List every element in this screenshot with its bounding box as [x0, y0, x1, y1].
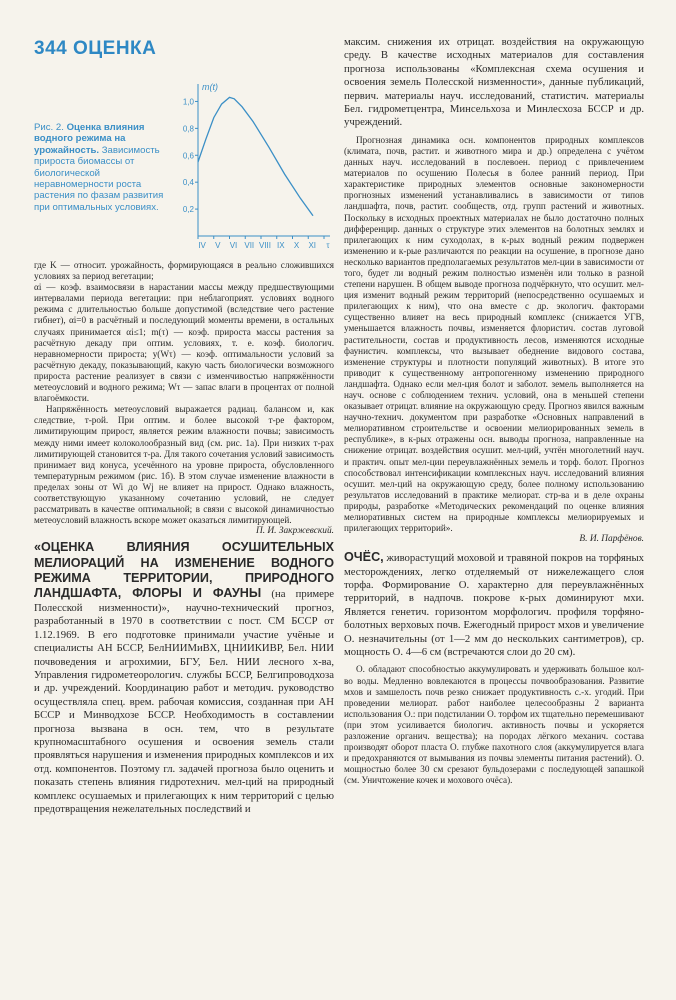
x-tick-label: X — [293, 241, 300, 250]
x-tick-label: VI — [229, 241, 238, 250]
y-axis-label: m(t) — [202, 82, 218, 92]
figure-2 — [34, 78, 334, 254]
running-title: ОЦЕНКА — [72, 38, 157, 59]
x-tick-label: XI — [308, 241, 317, 250]
x-tick-label: IX — [276, 241, 285, 250]
article-heading: «ОЦЕНКА ВЛИЯНИЯ ОСУШИТЕЛЬНЫХ МЕЛИОРАЦИЙ НА ИЗМЕНЕНИЕ ВОДНОГО РЕЖИМА ТЕРРИТОРИИ, ПРИРОДНОГО ЛАНДШАФТА, ФЛОРЫ И ФАУНЫ — [34, 540, 334, 601]
ochyos-body: живорастущий моховой и травяной покров на торфяных месторождениях, легко отделяемый от нижележащего слоя торфа. Формирование О. характерно для переувлажнённых территорий, в надпочв. покрове к-рых доминируют мхи. Является генетич. горизонтом морфологич. профиля торфяно-болотных верховых почв. Ежегодный прирост мхов и увеличение О. незначительны (от 1—2 мм до нескольких сантиметров), ср. мощность О. 4—6 см (встречаются слои до 20 см). — [344, 552, 644, 659]
page-header — [34, 38, 156, 60]
x-tick-label: VII — [244, 241, 255, 250]
y-tick-label: 0,8 — [182, 124, 194, 134]
left-paragraph-3: Напряжённость метеоусловий выражается радиац. балансом и, как следствие, т-рой. При оптим. и более высокой т-ре фактором, лимитирующим прирост, является режим влажности почвы; зависимость между ними имеет колоколообразный вид (см. рис. 1а). При низких т-рах лимитирующей становится т-ра. Для такого сочетания условий зависимость принимает вид конуса, усечённого на уровне прироста, обусловленного температурным режимом (рис. 1б). В этом случае изменение влажности в пределах зоны от Wi до Wj не влияет на прирост. Однако влажность, соответствующую указанному сочетанию условий, не следует рассматривать в качестве оптимальной; в связи с высокой динамичностью метеоусловий влажность вскоре может оказаться лимитирующей. — [34, 404, 334, 526]
caption-title: Оценка влияния водного режима на урожайность. — [34, 122, 145, 156]
ochyos-details: О. обладают способностью аккумулировать и удерживать большое кол-во воды. Медленно вовлекаются в процессы почвообразования. Развитие мхов и замшелость почв резко снижает продуктивность с.-х. угодий. При проведении мелиорат. работ наиболее целесообразны 2 варианта использования О.: при подстилании О. торфом их тщательно перемешивают (при этом усиливается биологич. активность почвы и ускоряется разложение органич. вещества); на породах лёгкого механич. состава производят оборот пласта О. глубже пахотного слоя (аккумулируется влага и предохраняются от вымывания из почвы элементы питания растений). О. мощностью более 30 см срезают бульдозерами с последующей запашкой (см. Уничтожение кочек и мохового очёса). — [344, 664, 644, 786]
left-column — [34, 78, 334, 816]
x-tick-label: VIII — [258, 241, 272, 250]
y-tick-label: 0,6 — [182, 151, 194, 161]
growth-chart — [172, 78, 334, 256]
caption-label: Рис. 2. — [34, 122, 64, 133]
left-paragraph-1: где K — относит. урожайность, формирующаяся в реально сложившихся условиях за период вегетации; — [34, 260, 334, 282]
right-signature: В. И. Парфёнов. — [579, 534, 644, 545]
ochyos-term: ОЧЁС, — [344, 550, 384, 565]
y-tick-label: 0,2 — [182, 205, 194, 215]
x-tick-label: τ — [326, 241, 330, 250]
article-body: научно-технический прогноз, разработанный в 1970 в соответствии с пост. СМ БССР от 1.12.1969. В его подготовке принимали участие учёные и специалисты АН БССР, БелНИИМиВХ, ЦНИИКИВР, Бел. НИИ почвоведения и агрохимии, БГУ, Бел. НИИ лесного х-ва, Управления гидрометеорологич. службы БССР, Белгипроводхоза и др. учреждений. Координацию работ и методич. руководство осуществляла спец. врем. рабочая комиссия, созданная при АН БССР и Минводхозе БССР. Необходимость в составлении прогноза вызвана в осн. тем, что в результате крупномасштабного осушения и освоения земель стали проявляться нарушения и изменения природных комплексов и их отд. компонентов. Поэтому гл. задачей прогноза было оценить и показать степень влияния гидротехнич. мел-ций на природный комплекс осушаемых и прилегающих к ним территорий с целью предотвращения нежелательных последствий и — [34, 601, 334, 815]
page-number: 344 — [34, 38, 68, 59]
figure-caption — [34, 122, 164, 213]
growth-curve — [198, 97, 313, 215]
left-signature: П. И. Закржевский. — [255, 526, 334, 537]
x-tick-label: IV — [198, 241, 206, 250]
article-paragraph — [34, 540, 334, 816]
caption-text: Зависимость прироста биомассы от биологической неравномерности роста растения по фазам развития при оптимальных условиях. — [34, 144, 164, 213]
right-column — [344, 36, 644, 787]
right-paragraph-1: максим. снижения их отрицат. воздействия на окружающую среду. В качестве исходных материалов для составления прогноза использованы «Комплексная схема осушения и освоения земель Полесской низменности», данные публикаций, первич. материалы науч. исследований, статистич. материалы Бел. гидрометцентра, Минсельхоза и Минлесхоза БССР и др. учреждений. — [344, 36, 644, 129]
ochyos-entry — [344, 550, 644, 659]
left-paragraph-2: αi — коэф. взаимосвязи в нарастании массы между предшествующими интервалами периода вегетации: при неблагоприят. условиях водного режима с длительностью больше допустимой (вследствие чего растение гибнет), αi=0 в расчётный и последующий моменты времени, в остальных случаях принимается αi≤1; m(τ) — коэф. прироста массы растения за расчётную декаду при оптим. условиях, т. е. коэф. биологич. неравномерности прироста; y(Wτ) — коэф. оптимальности условий за расчётную декаду, показывающий, какую часть биологически возможного прироста растение реализует в связи с изменчивостью напряжённости метеоусловий и водного режима; Wτ — запас влаги в процентах от полной влагоёмкости. — [34, 282, 334, 404]
y-tick-label: 0,4 — [182, 178, 194, 188]
x-tick-label: V — [215, 241, 221, 250]
right-paragraph-2: Прогнозная динамика осн. компонентов природных комплексов (климата, почв, растит. и животного мира и др.) определена с учётом данных науч. исследований в послевоен. период с привлечением материалов по осушению Полесья в более ранний период. При характеристике природных элементов основные закономерности прогнозных изменений устанавливались в зависимости от типов ландшафта, почв, растит. сообществ, отд. групп растений и животных. Поскольку в исходных проектных материалах не было достаточно полных дифференцир. данных о структуре этих элементов на болотных землях и прилегающих к ним суходолах, в к-рых водный режим подвержен изменению и к-рые различаются по реакции на осушение, в прогнозе дано несколько вариантов предполагаемых результатов мел-ции в зависимости от того, будет ли водный режим полностью изменён или только в разной степени нарушен. В общем выводе прогноза подчёркнуто, что осушит. мел-ция изменит водный режим территорий (непосредственно осушаемых и прилегающих к ним), что она вместе с др. экологич. факторами существенно влияет на весь природный комплекс (снижается УГВ, уменьшается влажность почвы, изменяется флористич. состав луговой растительности, состав и продуктивность лесов, изменяются исходные фаунистич. комплексы, что вызывает обеднение видового состава, изменение структуры и плотности популяций животных). В итоге это приводит к существенному антропогенному изменению природного ландшафта. Однако если мел-ция болот и заболот. земель выполняется на науч. основе с соблюдением технич. условий, она в меньшей степени оказывает отрицат. влияние на окружающую среду. Прогноз явился важным научно-технич. документом при разработке «Основных направлений в мелиоративном строительстве и освоении мелиорированных земель в республике», в к-рых отражены осн. выводы прогноза, направленные на снижение отрицат. воздействия осушит. мел-ций, учтён многолетний науч. и практич. опыт мел-ции переувлажнённых земель и торф. болот. Прогноз способствовал интенсификации комплексных науч. исследований влияния осушит. мел-ций на окружающую среду, более полному использованию результатов исследований в практике мелиорат. стр-ва и в деле охраны природы, разработке «Методических рекомендаций по оценке влияния мелиоративных систем на природные комплексы мелиорируемых и прилегающих территорий». — [344, 134, 644, 534]
article-heading-tail: (на примере Полесской низменности)», — [34, 588, 335, 614]
y-tick-label: 1,0 — [182, 97, 194, 107]
